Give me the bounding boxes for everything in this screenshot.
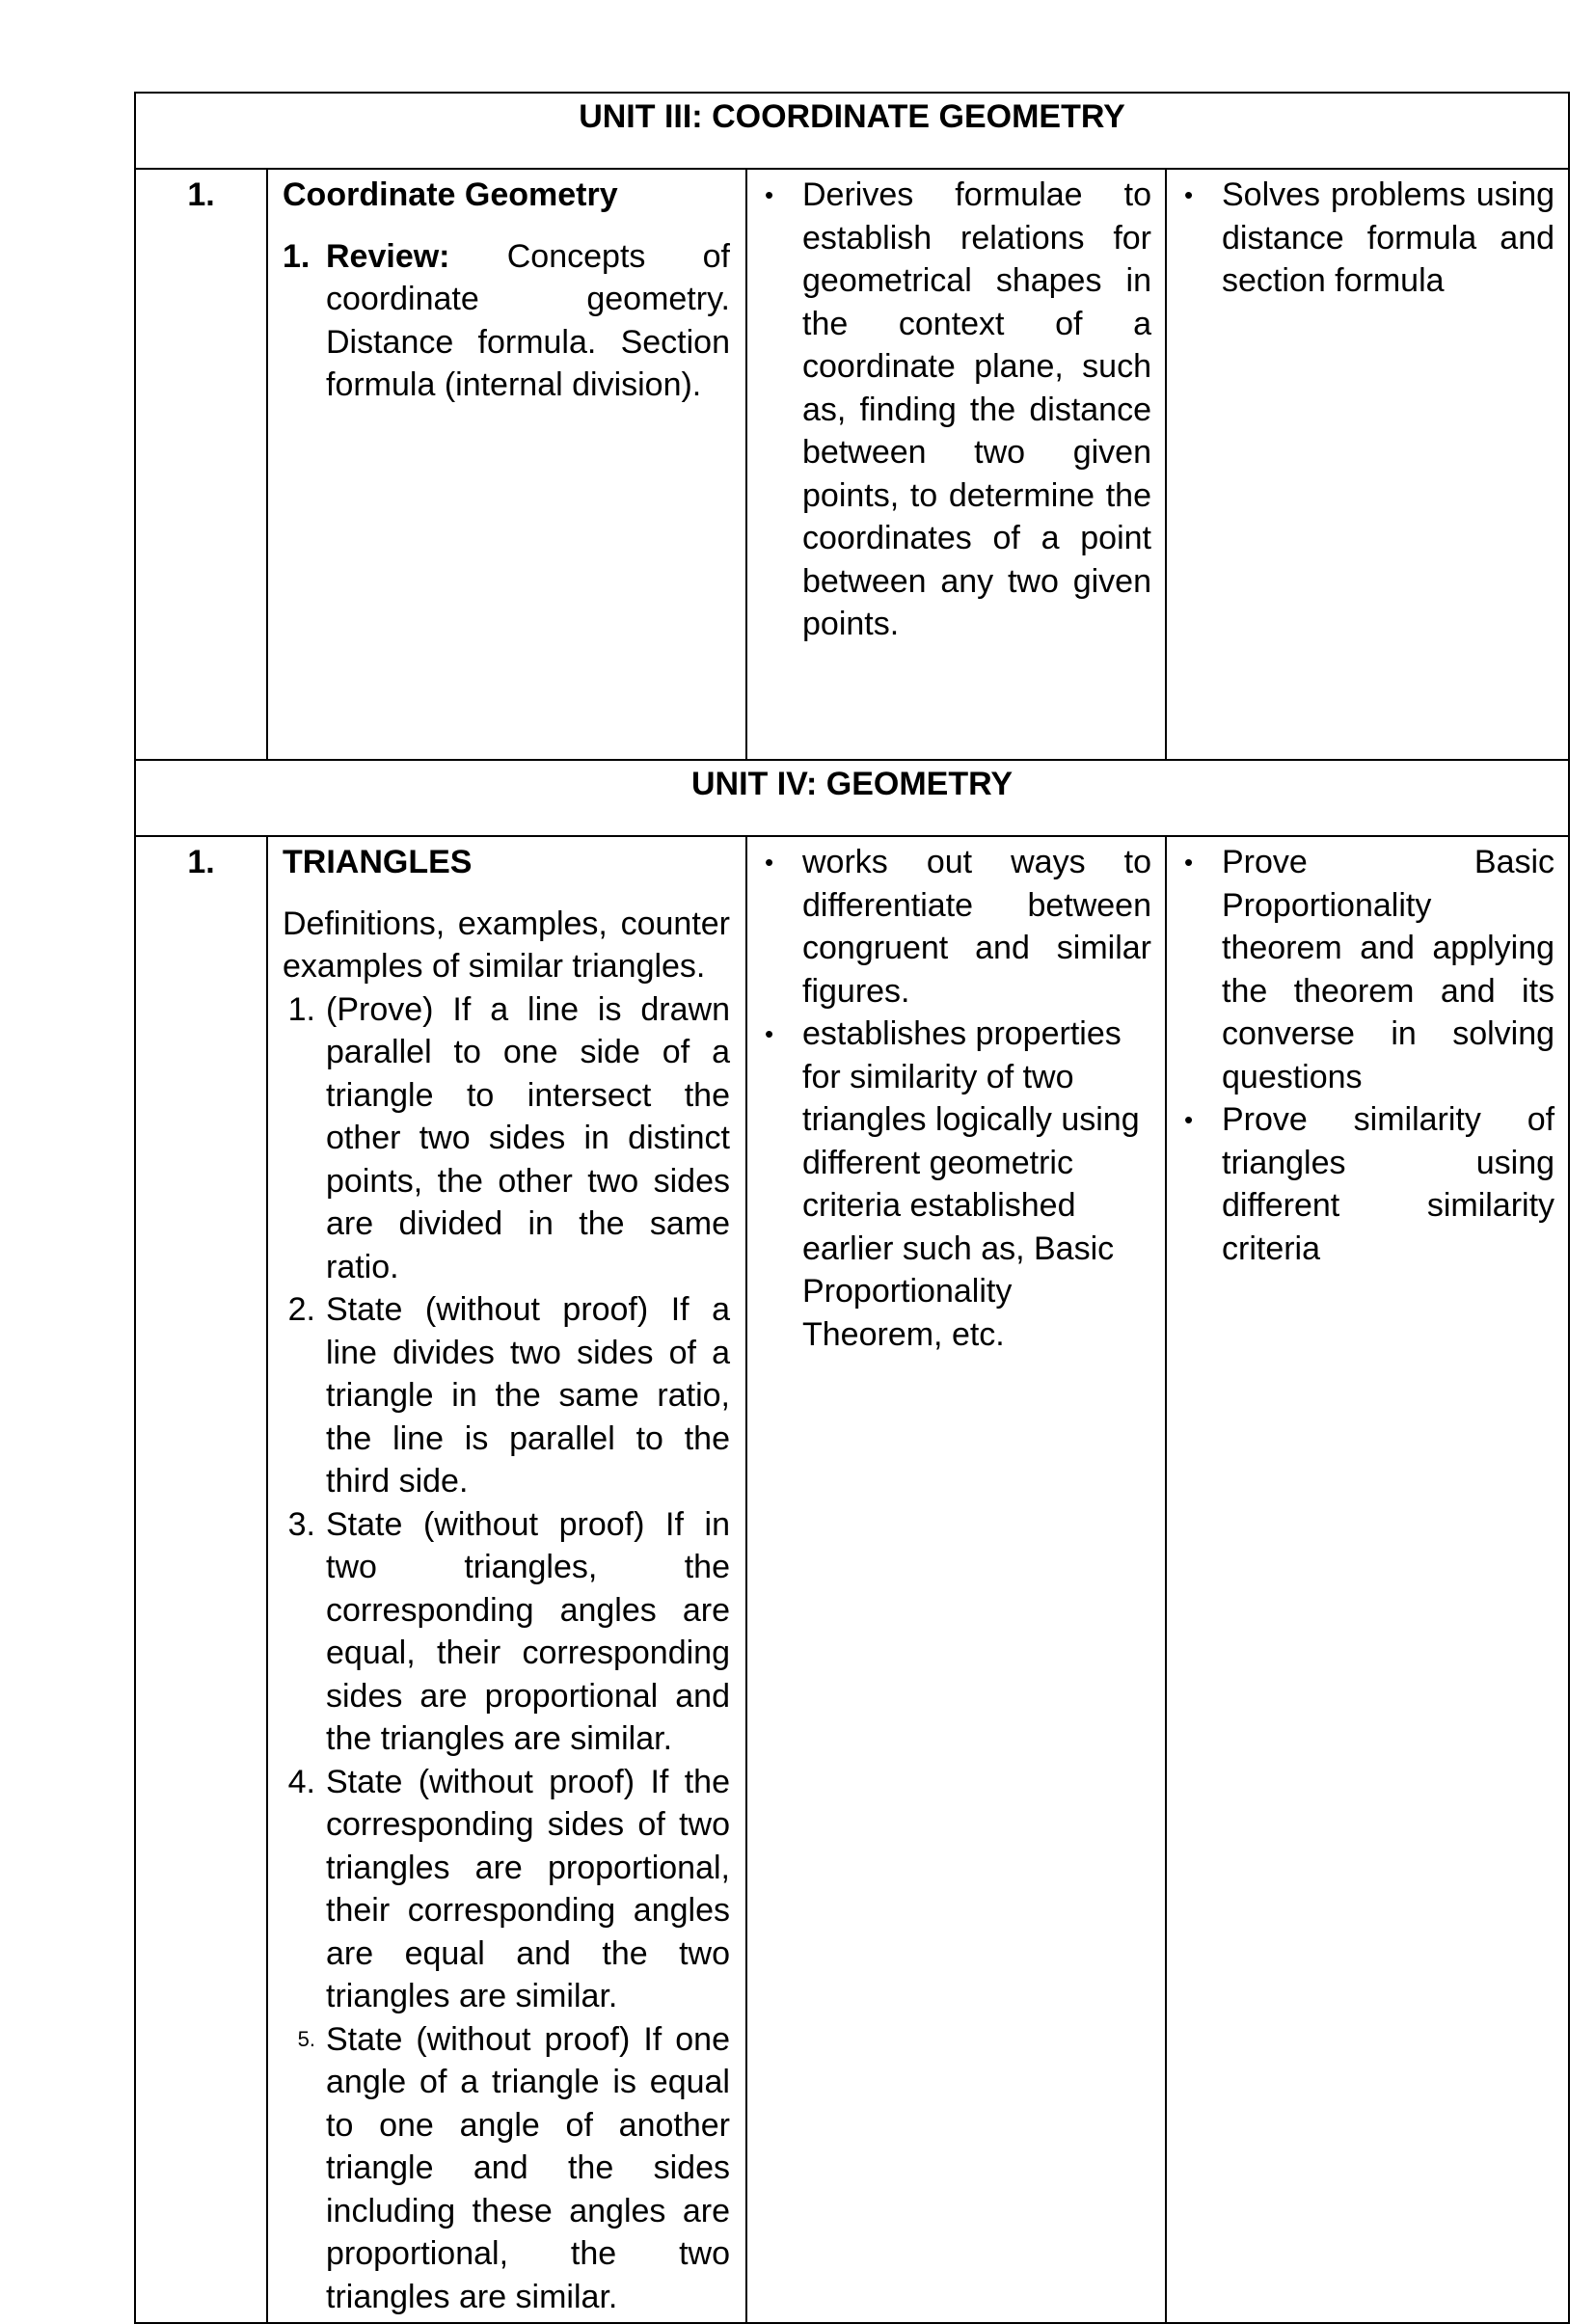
list-item-text: works out ways to differentiate between congruent and similar figures. — [802, 844, 1151, 1010]
content-cell — [267, 169, 746, 760]
content-list — [283, 235, 730, 407]
bullet-icon: • — [765, 848, 774, 877]
list-item — [283, 988, 730, 1289]
topic-title: TRIANGLES — [283, 844, 473, 880]
unit-heading-row — [135, 93, 1569, 169]
unit-4-heading: UNIT IV: GEOMETRY — [135, 760, 1569, 836]
outcomes-list — [1178, 174, 1554, 303]
outcomes-list — [1178, 841, 1554, 1270]
list-item — [1178, 841, 1554, 1098]
unit-heading-row — [135, 760, 1569, 836]
bullet-icon: • — [765, 1019, 774, 1048]
list-item — [283, 2018, 730, 2319]
list-item-text: State (without proof) If the corresponding sides of two triangles are proportional, their corresponding angles are equal and the two triangles are similar. — [326, 1763, 730, 2014]
list-item-text: State (without proof) If a line divides two sides of a triangle in the same ratio, the line is parallel to the third side. — [326, 1291, 730, 1500]
bullet-icon: • — [1184, 180, 1194, 209]
list-item — [759, 1013, 1151, 1356]
pedagogy-list — [759, 174, 1151, 646]
bullet-icon: • — [1184, 848, 1194, 877]
syllabus-table — [134, 92, 1570, 2324]
list-item — [1178, 1098, 1554, 1270]
pedagogy-cell — [746, 169, 1166, 760]
list-item-text: State (without proof) If in two triangles, the corresponding angles are equal, their corresponding sides are proportional and the triangles are similar. — [326, 1505, 730, 1757]
list-item-text: Prove similarity of triangles using different similarity criteria — [1222, 1101, 1555, 1267]
list-item — [1178, 174, 1554, 303]
list-marker: 2. — [287, 1291, 315, 1328]
list-item-text: State (without proof) If one angle of a triangle is equal to one angle of another triangle and the sides including these angles are proportional, the two triangles are similar. — [326, 2020, 730, 2315]
list-item — [283, 1288, 730, 1503]
list-item — [759, 841, 1151, 1013]
intro-text: Definitions, examples, counter examples of similar triangles. — [283, 905, 730, 985]
list-item-text: Solves problems using distance formula and section formula — [1222, 176, 1555, 299]
list-marker: 1. — [287, 990, 315, 1028]
table-row — [135, 836, 1569, 2323]
list-item-text: Concepts of coordinate geometry. Distance formula. Section formula (internal division). — [326, 237, 730, 403]
table-row — [135, 169, 1569, 760]
pedagogy-list — [759, 841, 1151, 1356]
outcomes-cell — [1166, 836, 1569, 2323]
list-item — [283, 1761, 730, 2018]
list-item — [283, 235, 730, 407]
list-item-text: Prove Basic Proportionality theorem and applying the theorem and its converse in solving questions — [1222, 844, 1555, 1095]
bullet-icon: • — [765, 180, 774, 209]
outcomes-cell — [1166, 169, 1569, 760]
list-item-text: (Prove) If a line is drawn parallel to one side of a triangle to intersect the other two sides in distinct points, the other two sides are divided in the same ratio. — [326, 990, 730, 1285]
list-item-text: establishes properties for similarity of two triangles logically using different geometric criteria established earlier such as, Basic Proportionality Theorem, etc. — [802, 1015, 1140, 1353]
unit-3-heading: UNIT III: COORDINATE GEOMETRY — [135, 93, 1569, 169]
row-number: 1. — [135, 836, 267, 2323]
content-list — [283, 988, 730, 2319]
list-marker: 3. — [287, 1505, 315, 1543]
list-item — [283, 1503, 730, 1761]
row-number: 1. — [135, 169, 267, 760]
content-cell — [267, 836, 746, 2323]
list-marker: 1. — [283, 237, 311, 275]
bullet-icon: • — [1184, 1105, 1194, 1134]
review-label: Review: — [326, 237, 450, 275]
list-marker: 5. — [297, 2026, 315, 2051]
pedagogy-cell — [746, 836, 1166, 2323]
list-marker: 4. — [287, 1763, 315, 1800]
topic-title: Coordinate Geometry — [283, 176, 618, 213]
list-item-text: Derives formulae to establish relations for geometrical shapes in the context of a coordinate plane, such as, finding the distance between two given points, to determine the coordinates of a point between any two given points. — [802, 176, 1151, 642]
list-item — [759, 174, 1151, 646]
